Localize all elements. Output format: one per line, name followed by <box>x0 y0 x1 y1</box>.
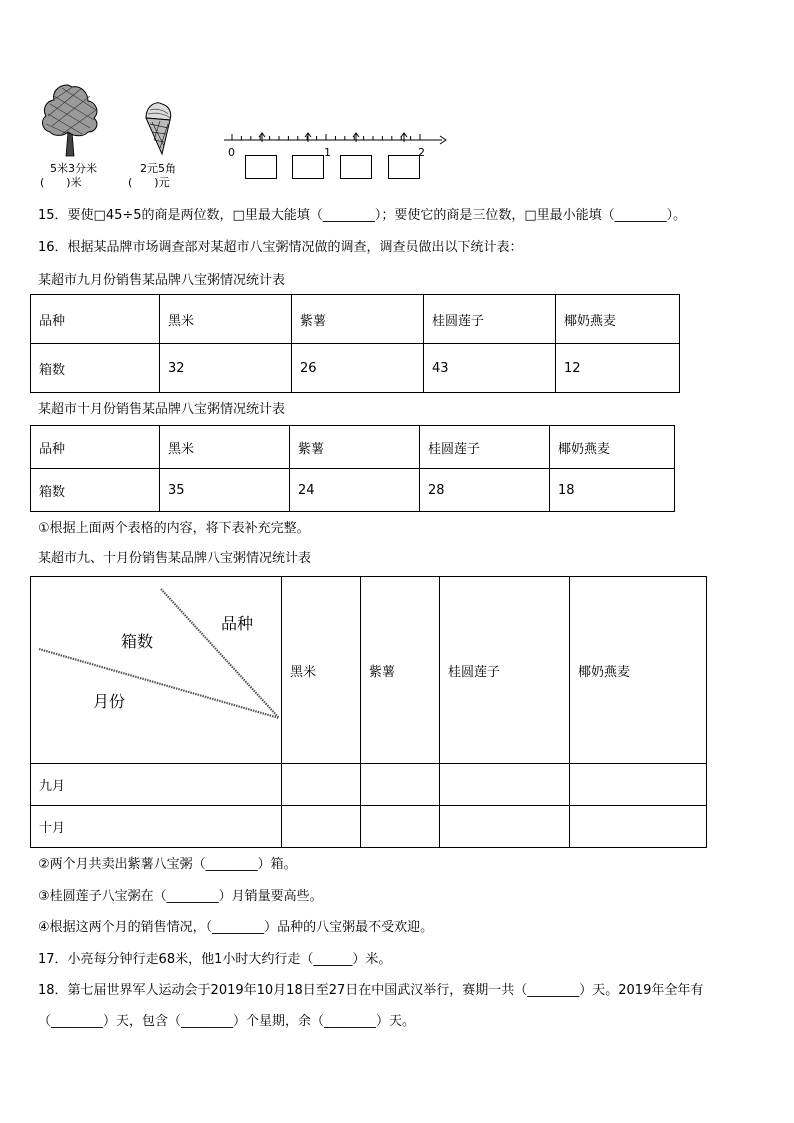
table-combined-header-cell: 黑米 <box>282 577 361 764</box>
tree-figure <box>38 82 102 157</box>
icecream-figure <box>140 96 176 156</box>
table-oct-header-cell: 黑米 <box>160 426 290 469</box>
table-september <box>30 294 680 393</box>
diag-label-boxes: 箱数 <box>121 632 154 651</box>
table-combined-title: 某超市九、十月份销售某品牌八宝粥情况统计表 <box>38 551 312 566</box>
tree-caption: 5米3分米 <box>50 162 97 175</box>
number-line-tick-0: 0 <box>228 146 235 159</box>
table-october <box>30 425 675 512</box>
table-oct-cell: 28 <box>420 469 550 512</box>
number-line-answer-box-2[interactable] <box>292 155 324 179</box>
table-sep-header-cell: 桂圆莲子 <box>424 295 556 344</box>
answer-cell[interactable] <box>361 764 440 806</box>
diagonal-header-cell <box>31 577 282 764</box>
number-line <box>220 130 448 158</box>
table-combined-header-cell: 紫薯 <box>361 577 440 764</box>
tree-answer-blank[interactable]: ( )米 <box>40 176 82 189</box>
answer-cell[interactable] <box>282 806 361 848</box>
answer-cell[interactable] <box>570 806 707 848</box>
table-sep-header-cell: 紫薯 <box>292 295 424 344</box>
table-sep-cell: 箱数 <box>31 344 160 393</box>
table-sep-header-cell: 黑米 <box>160 295 292 344</box>
sub-question-3: ③桂圆莲子八宝粥在（________）月销量要高些。 <box>38 889 323 904</box>
table-oct-header-cell: 紫薯 <box>290 426 420 469</box>
answer-cell[interactable] <box>282 764 361 806</box>
answer-cell[interactable] <box>440 764 570 806</box>
sub-question-4: ④根据这两个月的销售情况，（________）品种的八宝粥最不受欢迎。 <box>38 920 434 935</box>
table-sep-header-cell: 椰奶燕麦 <box>556 295 680 344</box>
table-oct-cell: 24 <box>290 469 420 512</box>
table-oct-cell: 箱数 <box>31 469 160 512</box>
icecream-caption: 2元5角 <box>140 162 176 175</box>
table-sep-cell: 32 <box>160 344 292 393</box>
number-line-answer-box-1[interactable] <box>245 155 277 179</box>
table-sep-title: 某超市九月份销售某品牌八宝粥情况统计表 <box>38 273 286 288</box>
table-combined-header-cell: 桂圆莲子 <box>440 577 570 764</box>
answer-cell[interactable] <box>570 764 707 806</box>
table-combined-row-label: 九月 <box>31 764 282 806</box>
table-oct-cell: 18 <box>550 469 675 512</box>
table-oct-header-cell: 椰奶燕麦 <box>550 426 675 469</box>
question-18-line-2: （________）天，包含（________）个星期，余（________）天。 <box>38 1014 416 1029</box>
question-16-intro: 16．根据某品牌市场调查部对某超市八宝粥情况做的调查，调查员做出以下统计表： <box>38 240 523 255</box>
answer-cell[interactable] <box>361 806 440 848</box>
question-18-line-1: 18．第七届世界军人运动会于2019年10月18日至27日在中国武汉举行，赛期一共（________）天。2019年全年有 <box>38 983 704 998</box>
sub-question-1: ①根据上面两个表格的内容，将下表补充完整。 <box>38 521 310 536</box>
question-15: 15．要使□45÷5的商是两位数，□里最大能填（________）；要使它的商是三位数，□里最小能填（________）。 <box>38 208 687 223</box>
number-line-answer-box-3[interactable] <box>340 155 372 179</box>
answer-cell[interactable] <box>440 806 570 848</box>
table-combined-row-label: 十月 <box>31 806 282 848</box>
diag-label-month: 月份 <box>93 692 126 711</box>
table-sep-header-cell: 品种 <box>31 295 160 344</box>
table-oct-title: 某超市十月份销售某品牌八宝粥情况统计表 <box>38 402 286 417</box>
diagonal-lines <box>31 577 289 764</box>
number-line-tick-1: 1 <box>324 146 331 159</box>
table-combined <box>30 576 707 848</box>
number-line-answer-box-4[interactable] <box>388 155 420 179</box>
sub-question-2: ②两个月共卖出紫薯八宝粥（________）箱。 <box>38 857 297 872</box>
table-combined-header-cell: 椰奶燕麦 <box>570 577 707 764</box>
table-sep-cell: 12 <box>556 344 680 393</box>
table-oct-cell: 35 <box>160 469 290 512</box>
question-17: 17．小亮每分钟行走68米，他1小时大约行走（______）米。 <box>38 952 392 967</box>
number-line-tick-2: 2 <box>418 146 425 159</box>
diag-label-variety: 品种 <box>221 614 254 633</box>
table-oct-header-cell: 品种 <box>31 426 160 469</box>
table-sep-cell: 43 <box>424 344 556 393</box>
table-oct-header-cell: 桂圆莲子 <box>420 426 550 469</box>
icecream-answer-blank[interactable]: ( )元 <box>128 176 170 189</box>
table-sep-cell: 26 <box>292 344 424 393</box>
